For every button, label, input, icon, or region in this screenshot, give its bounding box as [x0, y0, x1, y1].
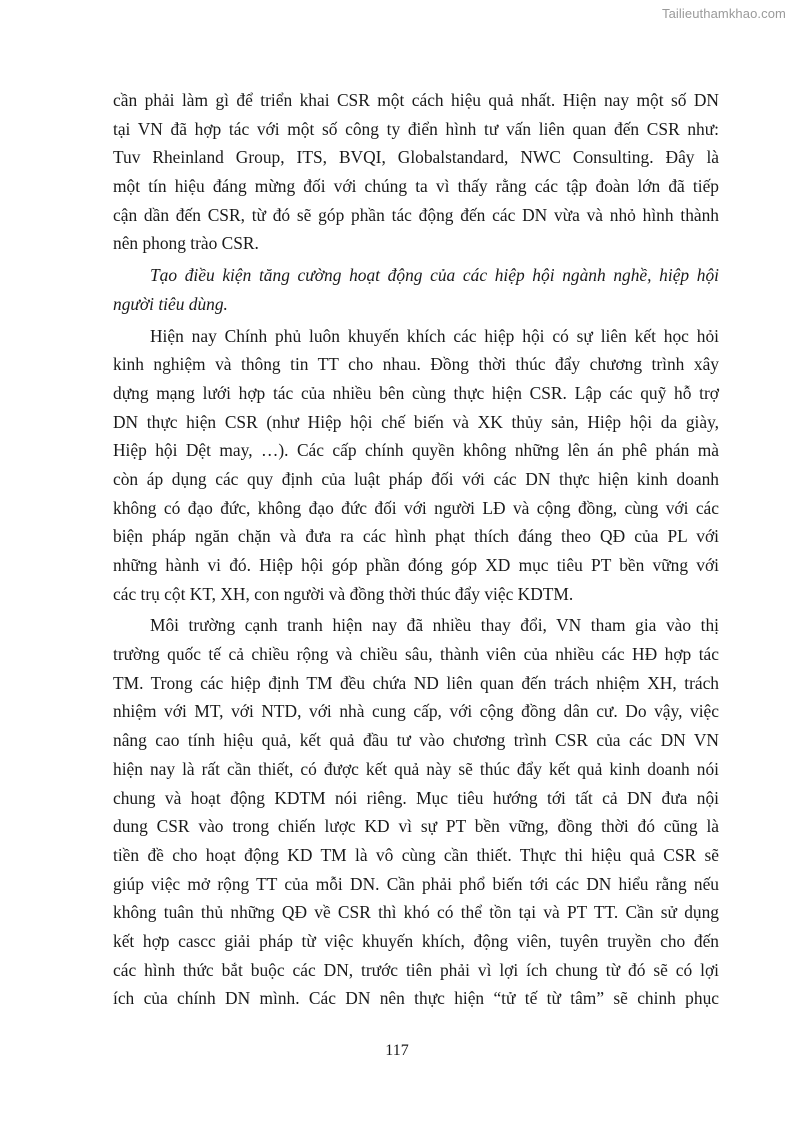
text-line: Hiện nay Chính phủ luôn khuyến khích các hiệp hội có sự liên kết học hỏi	[150, 325, 719, 346]
text-line: TM. Trong các hiệp định TM đều chứa ND liên quan đến trách nhiệm XH, trách	[113, 672, 719, 693]
text-line: tiền đề cho hoạt động KD TM là vô cùng cần thiết. Thực thi hiệu quả CSR sẽ	[113, 844, 719, 865]
text-line: các hình thức bắt buộc các DN, trước tiên phải vì lợi ích chung từ đó sẽ có lợi	[113, 959, 719, 980]
document-body	[113, 86, 719, 1013]
text-line: giúp việc mở rộng TT của mỗi DN. Cần phải phổ biến tới các DN hiểu rằng nếu	[113, 873, 719, 894]
body-paragraph	[113, 322, 719, 609]
text-line: nên phong trào CSR.	[113, 233, 259, 254]
text-line: kinh nghiệm và thông tin TT cho nhau. Đồng thời thúc đẩy chương trình xây	[113, 354, 719, 375]
text-line: một tín hiệu đáng mừng đối với chúng ta vì thấy rằng các tập đoàn lớn đã tiếp	[113, 176, 719, 197]
text-line: ích của chính DN mình. Các DN nên thực hiện “tử tế từ tâm” sẽ chinh phục	[113, 988, 719, 1009]
text-line: tại VN đã hợp tác với một số công ty điển hình tư vấn liên quan đến CSR như:	[113, 118, 719, 139]
body-paragraph	[113, 86, 719, 258]
text-line: biện pháp ngăn chặn và đưa ra các hình phạt thích đáng theo QĐ của PL với	[113, 526, 719, 547]
text-line: nhiệm với MT, với NTD, với nhà cung cấp, với cộng đồng dân cư. Do vậy, việc	[113, 701, 719, 722]
text-line: còn áp dụng các quy định của luật pháp đối với các DN thực hiện kinh doanh	[113, 468, 719, 489]
text-line: người tiêu dùng.	[113, 293, 228, 314]
italic-heading-paragraph	[113, 261, 719, 318]
text-line: các trụ cột KT, XH, con người và đồng thời thúc đẩy việc KDTM.	[113, 583, 574, 604]
text-line: Tuv Rheinland Group, ITS, BVQI, Globalstandard, NWC Consulting. Đây là	[113, 147, 719, 168]
text-line: cần phải làm gì để triển khai CSR một cách hiệu quả nhất. Hiện nay một số DN	[113, 90, 719, 110]
text-line: dựng mạng lưới hợp tác của nhiều bên cùng thực hiện CSR. Lập các quỹ hỗ trợ	[113, 382, 719, 403]
page-number: 117	[385, 1042, 409, 1059]
text-line: Môi trường cạnh tranh hiện nay đã nhiều thay đổi, VN tham gia vào thị	[150, 615, 719, 636]
text-line: không tuân thủ những QĐ về CSR thì khó có thể tồn tại và PT TT. Cần sử dụng	[113, 902, 719, 923]
text-line: những hành vi đó. Hiệp hội góp phần đóng góp XD mục tiêu PT bền vững với	[113, 555, 719, 575]
text-line: kết hợp cascc giải pháp từ việc khuyến khích, động viên, tuyên truyền cho đến	[113, 930, 719, 951]
text-line: chung và hoạt động KDTM nói riêng. Mục tiêu hướng tới tất cả DN đưa nội	[113, 787, 719, 808]
text-line: dung CSR vào trong chiến lược KD vì sự PT bền vững, đồng thời đó cũng là	[113, 816, 719, 837]
body-paragraph	[113, 611, 719, 1013]
text-line: không có đạo đức, không đạo đức đối với người LĐ và cộng đồng, cùng với các	[113, 497, 719, 518]
text-line: DN thực hiện CSR (như Hiệp hội chế biến và XK thủy sản, Hiệp hội da giày,	[113, 411, 719, 432]
text-line: nâng cao tính hiệu quả, kết quả đầu tư vào chương trình CSR của các DN VN	[113, 730, 719, 751]
text-line: trường quốc tế cả chiều rộng và chiều sâu, thành viên của nhiều các HĐ hợp tác	[113, 644, 719, 665]
watermark-text: Tailieuthamkhao.com	[661, 6, 786, 21]
text-line: cận dần đến CSR, từ đó sẽ góp phần tác động đến các DN vừa và nhỏ hình thành	[113, 204, 719, 225]
text-line: Tạo điều kiện tăng cường hoạt động của các hiệp hội ngành nghề, hiệp hội	[150, 265, 719, 286]
text-line: Hiệp hội Dệt may, …). Các cấp chính quyền không những lên án phê phán mà	[113, 440, 719, 461]
text-line: hiện nay là rất cần thiết, có được kết quả này sẽ thúc đẩy kết quả kinh doanh nói	[113, 758, 719, 779]
